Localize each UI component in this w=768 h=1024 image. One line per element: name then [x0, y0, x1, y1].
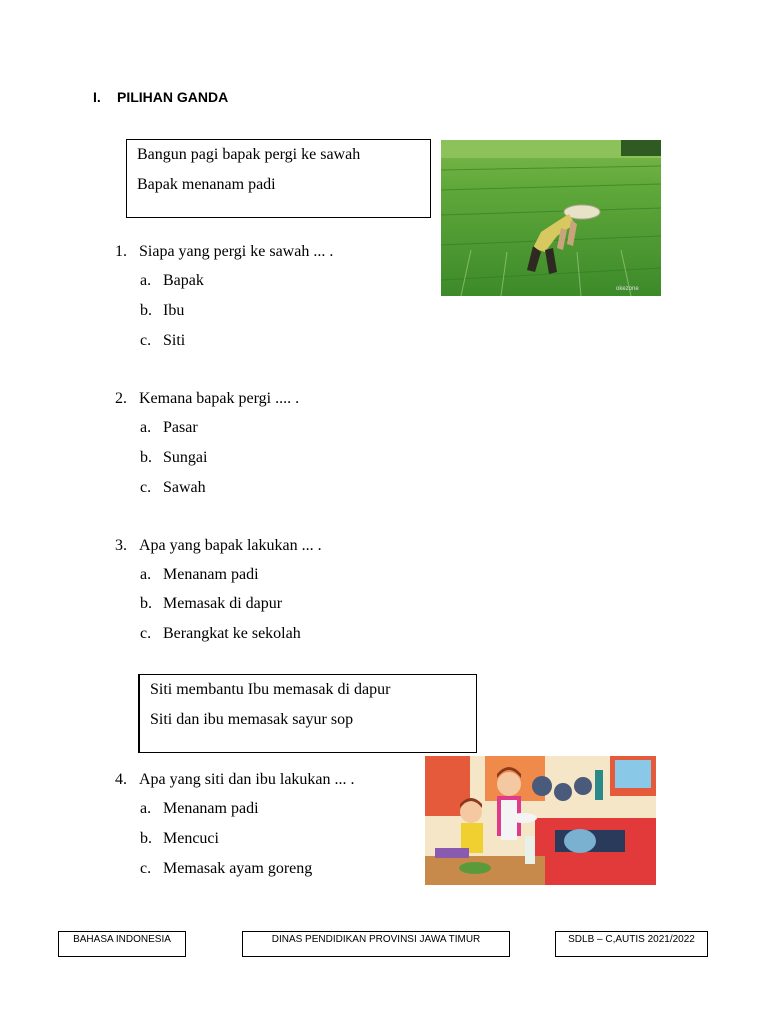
- option-3a: [140, 566, 259, 584]
- option-letter: b.: [140, 449, 152, 466]
- question-text: Apa yang siti dan ibu lakukan ... .: [139, 771, 355, 788]
- option-text: Menanam padi: [163, 800, 259, 817]
- option-3c: [140, 625, 301, 643]
- option-letter: a.: [140, 566, 152, 583]
- option-text: Siti: [163, 332, 186, 349]
- option-letter: c.: [140, 479, 152, 496]
- question-text: Apa yang bapak lakukan ... .: [139, 537, 322, 554]
- option-letter: b.: [140, 595, 152, 612]
- footer-school: SDLB – C,AUTIS 2021/2022: [555, 931, 708, 957]
- option-letter: c.: [140, 860, 152, 877]
- question-text: Kemana bapak pergi .... .: [139, 390, 300, 407]
- question-number: 1.: [115, 243, 127, 260]
- question-number: 4.: [115, 771, 127, 788]
- option-4a: [140, 800, 259, 818]
- option-letter: b.: [140, 302, 152, 319]
- option-text: Mencuci: [163, 830, 219, 847]
- option-letter: a.: [140, 272, 152, 289]
- option-text: Menanam padi: [163, 566, 259, 583]
- option-text: Memasak di dapur: [163, 595, 283, 612]
- story-line: Siti membantu Ibu memasak di dapur: [150, 681, 391, 698]
- option-text: Memasak ayam goreng: [163, 860, 313, 877]
- option-letter: a.: [140, 800, 152, 817]
- option-text: Pasar: [163, 419, 198, 436]
- story-line: Bapak menanam padi: [137, 176, 276, 193]
- option-1a: [140, 272, 204, 290]
- section-title: PILIHAN GANDA: [117, 89, 229, 105]
- story-line: Siti dan ibu memasak sayur sop: [150, 711, 354, 728]
- option-letter: b.: [140, 830, 152, 847]
- option-4c: [140, 860, 312, 878]
- footer-office: DINAS PENDIDIKAN PROVINSI JAWA TIMUR: [242, 931, 510, 957]
- option-letter: c.: [140, 332, 152, 349]
- question-number: 3.: [115, 537, 127, 554]
- option-letter: c.: [140, 625, 152, 642]
- option-4b: [140, 830, 219, 848]
- option-text: Berangkat ke sekolah: [163, 625, 301, 642]
- option-2a: [140, 419, 198, 437]
- section-number: I.: [93, 89, 101, 105]
- option-text: Sungai: [163, 449, 208, 466]
- svg-text:okezone: okezone: [616, 286, 639, 292]
- option-3b: [140, 595, 282, 613]
- option-text: Ibu: [163, 302, 185, 319]
- option-1b: [140, 302, 184, 320]
- option-text: Bapak: [163, 272, 204, 289]
- option-text: Sawah: [163, 479, 206, 496]
- option-letter: a.: [140, 419, 152, 436]
- section-heading: [93, 89, 228, 105]
- story-box-2: [138, 674, 477, 753]
- story-line: Bangun pagi bapak pergi ke sawah: [137, 146, 361, 163]
- option-2b: [140, 449, 207, 467]
- rice-field-farmer-image: [441, 140, 661, 296]
- option-1c: [140, 332, 185, 350]
- kitchen-cooking-image: [425, 756, 656, 885]
- question-text: Siapa yang pergi ke sawah ... .: [139, 243, 334, 260]
- question-number: 2.: [115, 390, 127, 407]
- story-box-1: [126, 139, 431, 218]
- option-2c: [140, 479, 206, 497]
- footer-subject: BAHASA INDONESIA: [58, 931, 186, 957]
